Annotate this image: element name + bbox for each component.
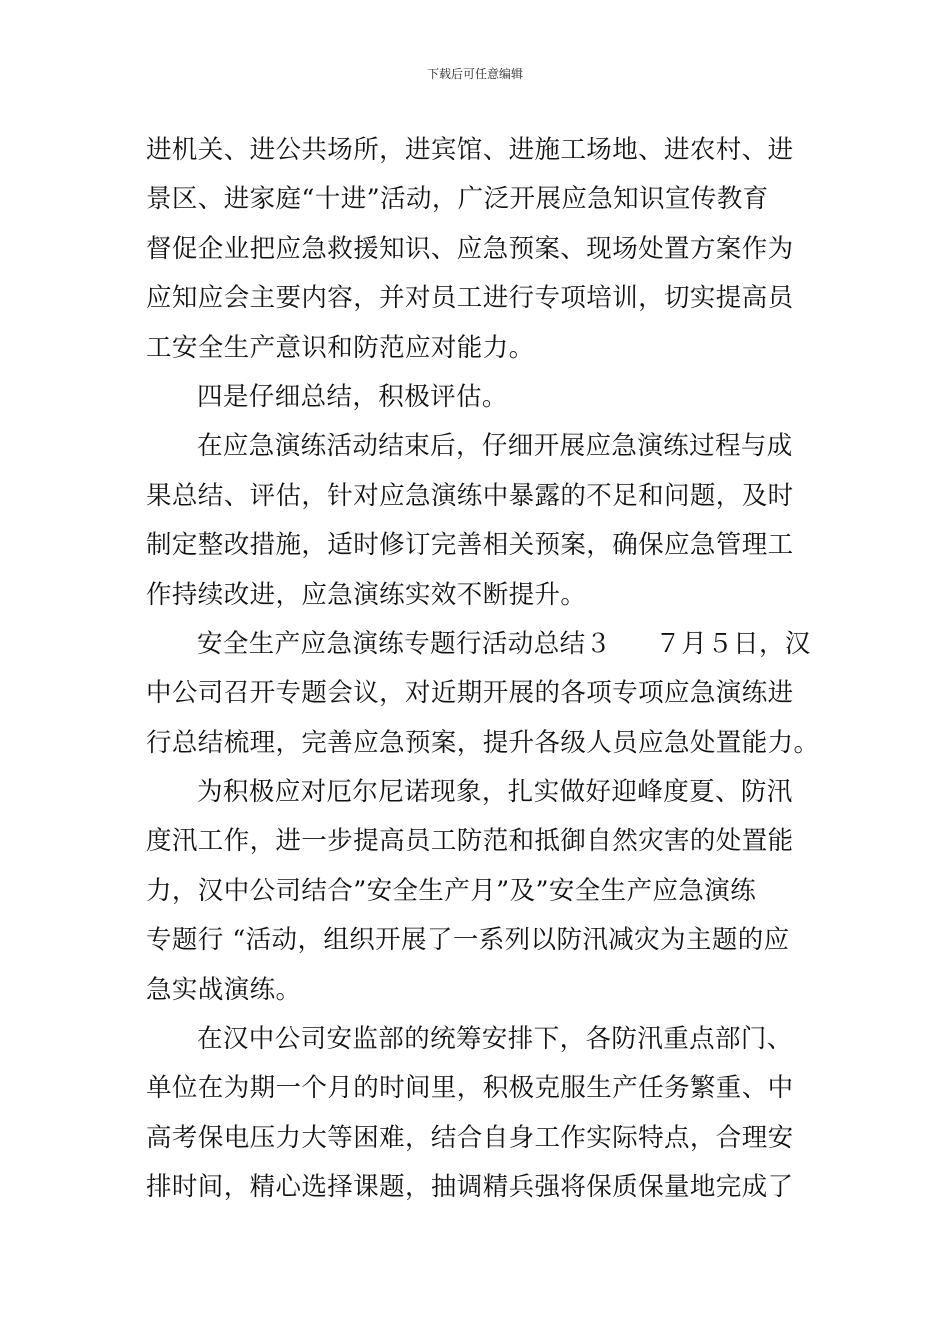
text-line: 单位在为期一个月的时间里，积极克服生产任务繁重、中 (146, 1073, 794, 1104)
text-line: 中公司召开专题会议，对近期开展的各项专项应急演练进 (146, 678, 794, 709)
text-line: 四是仔细总结，积极评估。 (197, 381, 508, 412)
text-line: 景区、进家庭“十进”活动，广泛开展应急知识宣传教育 (146, 184, 769, 215)
text-line: 督促企业把应急救援知识、应急预案、现场处置方案作为 (146, 233, 794, 264)
text-line: 工安全生产意识和防范应对能力。 (146, 332, 535, 363)
text-line: 在应急演练活动结束后，仔细开展应急演练过程与成 (197, 431, 793, 462)
text-line: 作持续改进，应急演练实效不断提升。 (146, 579, 587, 610)
text-line: 进机关、进公共场所，进宾馆、进施工场地、进农村、进 (146, 135, 794, 165)
text-line: 应知应会主要内容，并对员工进行专项培训，切实提高员 (146, 283, 794, 314)
text-line: 高考保电压力大等困难，结合自身工作实际特点，合理安 (146, 1122, 794, 1153)
text-line: 度汛工作，进一步提高员工防范和抵御自然灾害的处置能 (146, 826, 794, 857)
text-line: 排时间，精心选择课题，抽调精兵强将保质保量地完成了 (146, 1172, 794, 1203)
section-date-text: ７月５日，汉 (655, 628, 811, 659)
section-heading: 安全生产应急演练专题行活动总结３ (197, 628, 612, 659)
text-line: 为积极应对厄尔尼诺现象，扎实做好迎峰度夏、防汛 (197, 777, 793, 808)
text-line-with-heading (146, 620, 811, 669)
text-line: 急实战演练。 (146, 974, 302, 1005)
text-line: 制定整改措施，适时修订完善相关预案，确保应急管理工 (146, 530, 794, 561)
text-line: 在汉中公司安监部的统筹安排下，各防汛重点部门、 (197, 1024, 793, 1055)
document-body (146, 126, 820, 1213)
text-line: 行总结梳理，完善应急预案，提升各级人员应急处置能力。 (146, 727, 820, 758)
text-line: 力，汉中公司结合”安全生产月”及”安全生产应急演练 (146, 875, 757, 906)
text-line: 果总结、评估，针对应急演练中暴露的不足和问题，及时 (146, 480, 794, 511)
text-line: 专题行 “活动，组织开展了一系列以防汛减灾为主题的应 (146, 925, 790, 956)
page-header: 下载后可任意编辑 (426, 67, 523, 81)
